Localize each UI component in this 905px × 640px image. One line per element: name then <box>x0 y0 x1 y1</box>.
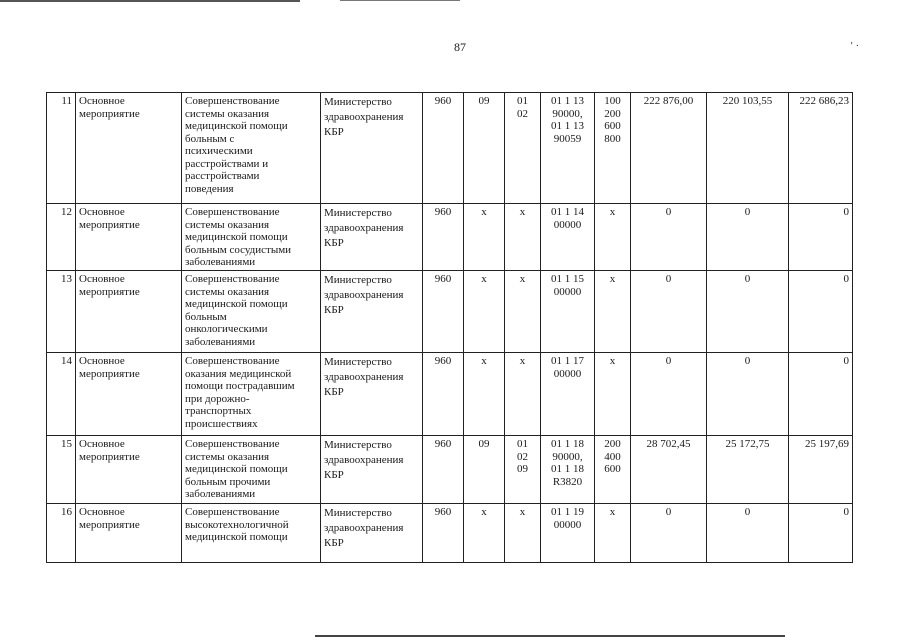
row-rz: 09 <box>464 93 505 204</box>
scan-edge-line <box>340 0 460 1</box>
row-name: Совершенствование оказания медицинской помощи пострадавшим при дорожно- транспортных происшествиях <box>182 353 321 436</box>
program-activities-table <box>46 92 853 563</box>
row-number: 11 <box>47 93 76 204</box>
row-rz: x <box>464 504 505 563</box>
row-value-2: 25 172,75 <box>707 436 789 504</box>
row-grbs: 960 <box>423 204 464 271</box>
row-pr: 01 02 <box>505 93 541 204</box>
row-value-3: 25 197,69 <box>789 436 853 504</box>
row-pr: x <box>505 504 541 563</box>
table-row <box>47 436 853 504</box>
row-value-2: 0 <box>707 353 789 436</box>
row-grbs: 960 <box>423 504 464 563</box>
row-value-1: 0 <box>631 353 707 436</box>
table-row <box>47 353 853 436</box>
row-value-1: 222 876,00 <box>631 93 707 204</box>
row-responsible: Министерство здравоохранения КБР <box>321 504 423 563</box>
row-responsible: Министерство здравоохранения КБР <box>321 271 423 353</box>
row-csr: 01 1 15 00000 <box>541 271 595 353</box>
scan-corner-marks: ' · <box>850 40 860 52</box>
row-status: Основное мероприятие <box>76 504 182 563</box>
row-responsible: Министерство здравоохранения КБР <box>321 93 423 204</box>
row-responsible: Министерство здравоохранения КБР <box>321 436 423 504</box>
row-vr: x <box>595 353 631 436</box>
row-status: Основное мероприятие <box>76 353 182 436</box>
row-status: Основное мероприятие <box>76 436 182 504</box>
table-row <box>47 271 853 353</box>
row-value-2: 220 103,55 <box>707 93 789 204</box>
row-rz: x <box>464 353 505 436</box>
row-grbs: 960 <box>423 271 464 353</box>
row-grbs: 960 <box>423 436 464 504</box>
row-value-2: 0 <box>707 204 789 271</box>
row-pr: x <box>505 204 541 271</box>
row-number: 16 <box>47 504 76 563</box>
row-number: 12 <box>47 204 76 271</box>
row-number: 13 <box>47 271 76 353</box>
row-value-2: 0 <box>707 271 789 353</box>
row-pr: x <box>505 353 541 436</box>
row-csr: 01 1 13 90000, 01 1 13 90059 <box>541 93 595 204</box>
scan-edge-line <box>0 0 300 2</box>
row-status: Основное мероприятие <box>76 93 182 204</box>
row-value-1: 0 <box>631 204 707 271</box>
row-pr: 01 02 09 <box>505 436 541 504</box>
row-value-3: 0 <box>789 271 853 353</box>
table-row <box>47 504 853 563</box>
table-body <box>47 93 853 563</box>
row-rz: x <box>464 204 505 271</box>
row-status: Основное мероприятие <box>76 271 182 353</box>
row-value-3: 222 686,23 <box>789 93 853 204</box>
row-csr: 01 1 19 00000 <box>541 504 595 563</box>
row-grbs: 960 <box>423 93 464 204</box>
row-value-1: 0 <box>631 271 707 353</box>
row-csr: 01 1 18 90000, 01 1 18 R3820 <box>541 436 595 504</box>
row-number: 15 <box>47 436 76 504</box>
row-name: Совершенствование системы оказания медицинской помощи больным сосудистыми заболеваниями <box>182 204 321 271</box>
row-name: Совершенствование системы оказания медицинской помощи больным прочими заболеваниями <box>182 436 321 504</box>
row-vr: x <box>595 204 631 271</box>
row-grbs: 960 <box>423 353 464 436</box>
table-row <box>47 204 853 271</box>
row-number: 14 <box>47 353 76 436</box>
row-vr: x <box>595 504 631 563</box>
row-responsible: Министерство здравоохранения КБР <box>321 204 423 271</box>
table-row <box>47 93 853 204</box>
row-value-3: 0 <box>789 353 853 436</box>
row-value-1: 0 <box>631 504 707 563</box>
row-name: Совершенствование высокотехнологичной медицинской помощи <box>182 504 321 563</box>
row-vr: 100 200 600 800 <box>595 93 631 204</box>
row-csr: 01 1 17 00000 <box>541 353 595 436</box>
row-name: Совершенствование системы оказания медицинской помощи больным онкологическими заболеваниями <box>182 271 321 353</box>
scan-edge-line <box>315 635 785 637</box>
page-number: 87 <box>454 40 466 54</box>
row-value-2: 0 <box>707 504 789 563</box>
row-rz: x <box>464 271 505 353</box>
row-status: Основное мероприятие <box>76 204 182 271</box>
row-responsible: Министерство здравоохранения КБР <box>321 353 423 436</box>
row-value-3: 0 <box>789 204 853 271</box>
row-vr: x <box>595 271 631 353</box>
row-name: Совершенствование системы оказания медицинской помощи больным с психическими расстройствами и расстройствами поведения <box>182 93 321 204</box>
row-value-3: 0 <box>789 504 853 563</box>
row-rz: 09 <box>464 436 505 504</box>
row-csr: 01 1 14 00000 <box>541 204 595 271</box>
row-pr: x <box>505 271 541 353</box>
row-value-1: 28 702,45 <box>631 436 707 504</box>
row-vr: 200 400 600 <box>595 436 631 504</box>
